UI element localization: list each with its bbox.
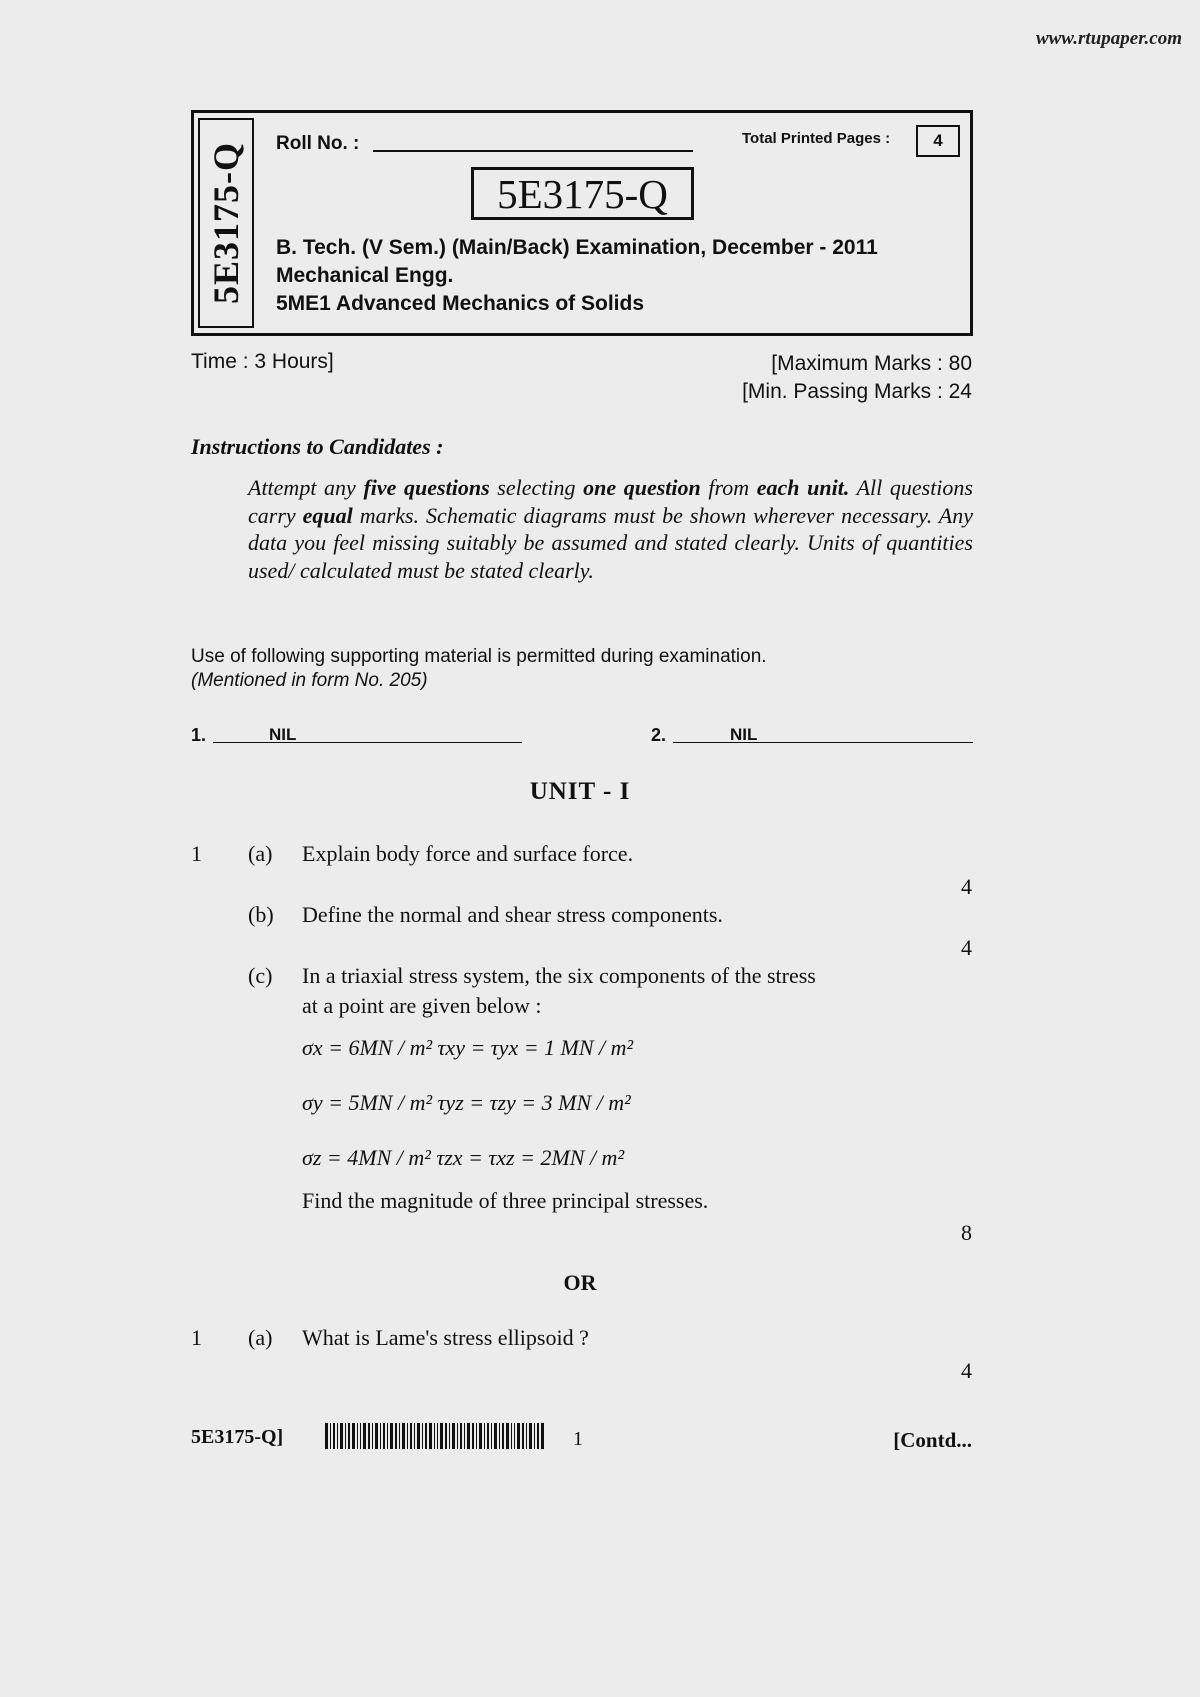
- question-marks: 4: [961, 935, 972, 960]
- roll-number-line: [373, 150, 693, 152]
- page-number: 1: [573, 1428, 583, 1450]
- barcode-image: [325, 1423, 547, 1459]
- question-part-label: (c): [248, 963, 273, 988]
- question-text: Define the normal and shear stress components.: [302, 902, 723, 927]
- side-paper-code: 5E3175-Q: [206, 141, 246, 305]
- paper-code: 5E3175-Q: [471, 167, 694, 220]
- subject-name: 5ME1 Advanced Mechanics of Solids: [276, 292, 644, 315]
- total-pages-label: Total Printed Pages :: [742, 130, 891, 147]
- question-marks: 4: [961, 874, 972, 899]
- unit-heading: UNIT - I: [529, 778, 631, 805]
- material-item-1-value: NIL: [269, 725, 297, 744]
- continued-note: [Contd...: [893, 1428, 972, 1452]
- exam-time: Time : 3 Hours]: [191, 350, 334, 373]
- question-marks: 8: [961, 1220, 972, 1245]
- stress-equation: σy = 5MN / m² τyz = τzy = 3 MN / m²: [302, 1090, 631, 1115]
- total-pages-value: 4: [916, 125, 960, 157]
- instructions-body: Attempt any five questions selecting one question from each unit. All questions carry equal marks. Schematic diagrams must be shown wherever necessary. Any data you feel missing suitably be assumed and stated clearly. Units of quantities used/ calculated must be stated clearly.: [248, 475, 973, 583]
- question-part-label: (a): [248, 841, 273, 866]
- stress-equation: σx = 6MN / m² τxy = τyx = 1 MN / m²: [302, 1035, 634, 1060]
- question-part-label: (b): [248, 902, 274, 927]
- question-number: 1: [191, 1325, 202, 1350]
- material-item-2-value: NIL: [730, 725, 758, 744]
- material-item-1-line: [213, 742, 522, 743]
- question-text: Explain body force and surface force.: [302, 841, 634, 866]
- question-text: What is Lame's stress ellipsoid ?: [302, 1325, 589, 1350]
- maximum-marks: [Maximum Marks : 80: [771, 352, 972, 375]
- material-item-2-line: [673, 742, 973, 743]
- website-watermark: www.rtupaper.com: [1035, 28, 1182, 49]
- exam-title: B. Tech. (V Sem.) (Main/Back) Examination, December - 2011: [276, 236, 878, 259]
- supporting-material-note: (Mentioned in form No. 205): [191, 670, 428, 691]
- branch-name: Mechanical Engg.: [276, 264, 454, 287]
- roll-number-label: Roll No. :: [276, 133, 360, 154]
- stress-equation: σz = 4MN / m² τzx = τxz = 2MN / m²: [302, 1145, 625, 1170]
- instructions-heading: Instructions to Candidates :: [191, 434, 444, 459]
- question-text: In a triaxial stress system, the six components of the stress: [302, 963, 816, 988]
- supporting-material-line: Use of following supporting material is permitted during examination.: [191, 646, 767, 667]
- question-text: Find the magnitude of three principal stresses.: [302, 1188, 709, 1213]
- footer-paper-code: 5E3175-Q]: [191, 1426, 284, 1448]
- material-item-2-number: 2.: [651, 725, 667, 745]
- side-code-box: [198, 118, 254, 328]
- question-marks: 4: [961, 1358, 972, 1383]
- min-passing-marks: [Min. Passing Marks : 24: [742, 380, 972, 403]
- question-part-label: (a): [248, 1325, 273, 1350]
- material-item-1-number: 1.: [191, 725, 207, 745]
- question-text: at a point are given below :: [302, 993, 542, 1018]
- or-divider: OR: [563, 1270, 597, 1295]
- question-number: 1: [191, 841, 202, 866]
